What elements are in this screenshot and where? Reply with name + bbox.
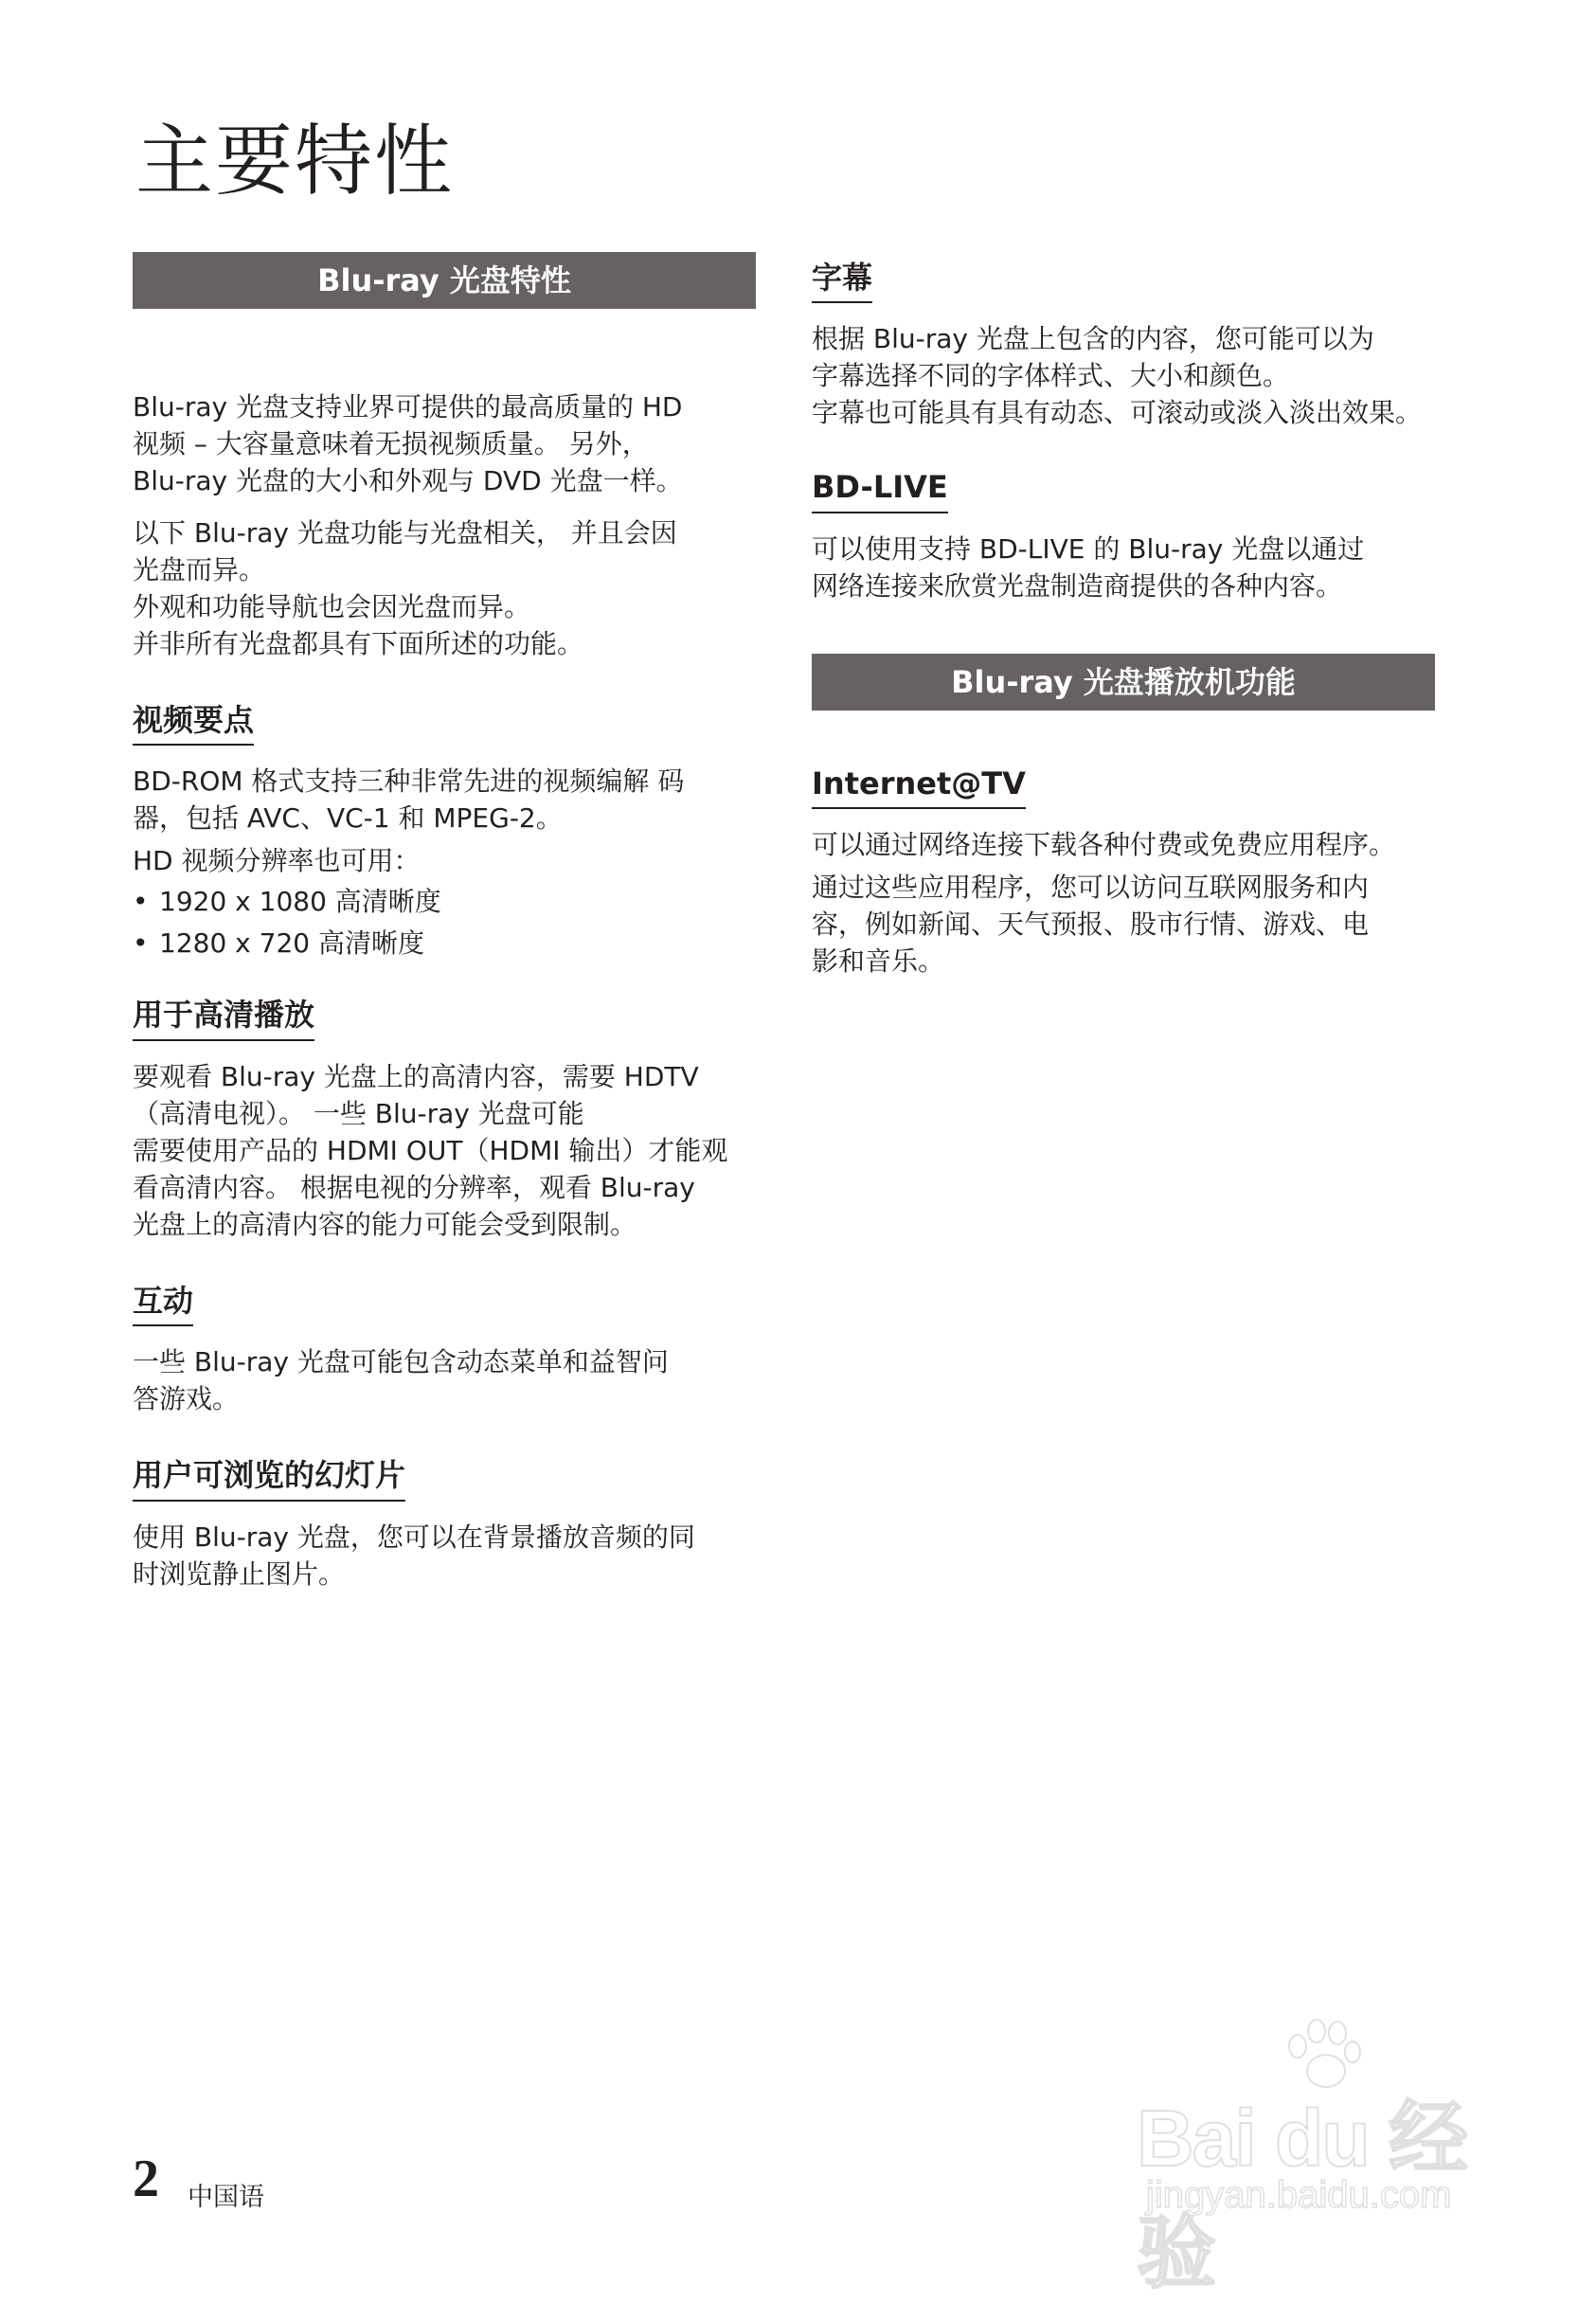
page-number: 2 [133, 2150, 159, 2208]
text-line: HD 视频分辨率也可用： [133, 845, 421, 877]
list-item [133, 923, 756, 964]
watermark-url: jingyan.baidu.com [1146, 2174, 1452, 2216]
text-line: 并非所有光盘都具有下面所述的功能。 [133, 628, 584, 659]
internet-tv-paragraph-1 [812, 826, 1435, 863]
text-line: 以下 Blu-ray 光盘功能与光盘相关， 并且会因 [133, 517, 677, 549]
text-line: 外观和功能导航也会因光盘而异。 [133, 591, 531, 622]
resolution-list [133, 881, 756, 964]
text-line: 通过这些应用程序，您可以访问互联网服务和内 [812, 872, 1370, 904]
heading-video-highlights: 视频要点 [133, 702, 254, 746]
list-item [133, 881, 756, 923]
text-line: Blu-ray 光盘支持业界可提供的最高质量的 HD [133, 391, 683, 423]
section-subtitles [812, 260, 1435, 431]
text-line: BD-ROM 格式支持三种非常先进的视频编解 码 [133, 765, 685, 798]
text-line: 网络连接来欣赏光盘制造商提供的各种内容。 [812, 569, 1343, 602]
text-line: 容，例如新闻、天气预报、股市行情、游戏、电 [812, 909, 1370, 941]
text-line: 视频 – 大容量意味着无损视频质量。 另外， [133, 428, 649, 459]
footer-language: 中国语 [188, 2183, 264, 2212]
section-internet-tv [812, 765, 1435, 980]
baidu-watermark [1137, 2018, 1515, 2297]
text-line: 光盘而异。 [133, 554, 266, 585]
heading-slideshow: 用户可浏览的幻灯片 [133, 1457, 405, 1501]
watermark-logo-text: Bai du 经验 [1137, 2094, 1467, 2297]
video-resolution-text [133, 842, 756, 879]
internet-tv-paragraph-2 [812, 869, 1435, 980]
text-line: 可以使用支持 BD-LIVE 的 Blu-ray 光盘以通过 [812, 532, 1365, 565]
section-interactive [133, 1283, 756, 1417]
text-line: 答游戏。 [133, 1383, 240, 1415]
intro-paragraph-2 [133, 514, 756, 662]
text-line: Blu-ray 光盘的大小和外观与 DVD 光盘一样。 [133, 465, 683, 496]
text-line: 需要使用产品的 HDMI OUT（HDMI 输出）才能观 [133, 1134, 728, 1166]
section-video [133, 702, 756, 964]
text-line: 器，包括 AVC、VC-1 和 MPEG-2。 [133, 802, 563, 835]
text-line: 字幕选择不同的字体样式、大小和颜色。 [812, 360, 1290, 392]
slideshow-paragraph [133, 1519, 756, 1593]
heading-interactive: 互动 [133, 1283, 193, 1326]
text-line: 看高清内容。 根据电视的分辨率，观看 Blu-ray [133, 1171, 695, 1203]
bdlive-paragraph [812, 531, 1435, 604]
text-line: 影和音乐。 [812, 945, 945, 978]
page-title: 主要特性 [135, 117, 455, 207]
subtitles-paragraph [812, 320, 1435, 431]
section-bdlive [812, 469, 1435, 603]
text-line: （高清电视）。 一些 Blu-ray 光盘可能 [133, 1097, 584, 1129]
text-line: 要观看 Blu-ray 光盘上的高清内容，需要 HDTV [133, 1060, 699, 1092]
text-line: 根据 Blu-ray 光盘上包含的内容，您可能可以为 [812, 323, 1374, 355]
text-line: 使用 Blu-ray 光盘，您可以在背景播放音频的同 [133, 1521, 695, 1553]
heading-internet-tv: Internet@TV [812, 765, 1026, 809]
heading-subtitles: 字幕 [812, 260, 872, 303]
bullet-icon: • [133, 927, 149, 960]
bullet-icon: • [133, 886, 149, 918]
right-column [812, 252, 1435, 980]
section-hd-playback [133, 997, 756, 1242]
section-banner-bluray-features: Blu-ray 光盘特性 [133, 252, 756, 309]
section-banner-player-features: Blu-ray 光盘播放机功能 [812, 654, 1435, 711]
text-line: 可以通过网络连接下载各种付费或免费应用程序。 [812, 829, 1396, 861]
text-line: 时浏览静止图片。 [133, 1557, 346, 1590]
video-paragraph [133, 763, 756, 837]
list-item-text: 1920 x 1080 高清晰度 [159, 886, 441, 918]
hd-playback-paragraph [133, 1058, 756, 1243]
text-line: 一些 Blu-ray 光盘可能包含动态菜单和益智问 [133, 1346, 669, 1378]
section-slideshow [133, 1457, 756, 1592]
text-line: 光盘上的高清内容的能力可能会受到限制。 [133, 1208, 637, 1240]
text-line: 字幕也可能具有具有动态、可滚动或淡入淡出效果。 [812, 397, 1423, 429]
list-item-text: 1280 x 720 高清晰度 [159, 927, 424, 960]
heading-hd-playback: 用于高清播放 [133, 997, 314, 1040]
left-column [133, 252, 756, 1593]
intro-paragraph-1 [133, 388, 756, 499]
interactive-paragraph [133, 1343, 756, 1417]
heading-bdlive: BD-LIVE [812, 469, 948, 513]
